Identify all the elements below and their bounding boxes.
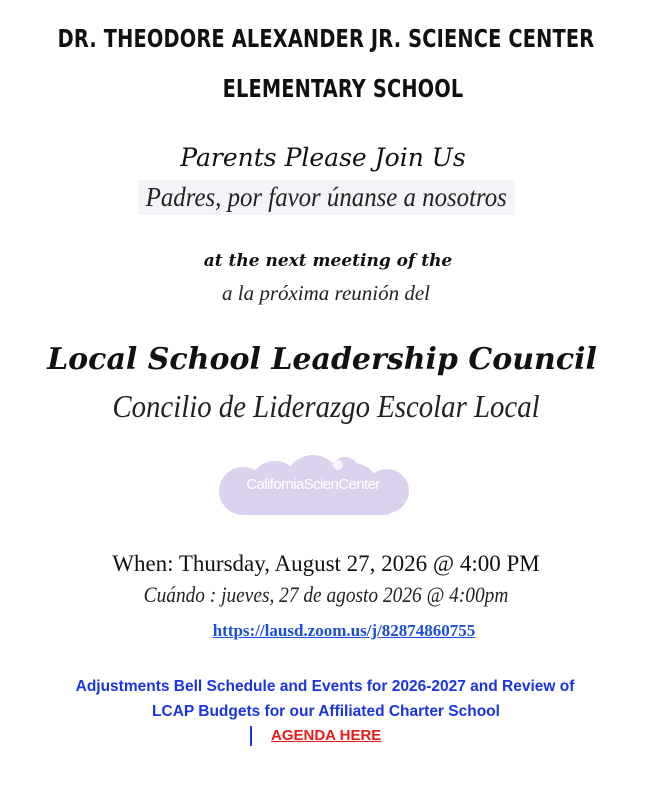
council-english: Local School Leadership Council xyxy=(47,342,597,377)
school-name-line2: ELEMENTARY SCHOOL xyxy=(222,74,464,103)
notes-line2: LCAP Budgets for our Affiliated Charter School xyxy=(152,703,500,720)
when-english: When: Thursday, August 27, 2026 @ 4:00 PM xyxy=(112,551,540,576)
invite-english: Parents Please Join Us xyxy=(180,143,466,172)
council-spanish: Concilio de Liderazgo Escolar Local xyxy=(112,388,540,424)
zoom-meeting-link[interactable]: https://lausd.zoom.us/j/82874860755 xyxy=(212,621,476,640)
next-meeting-english: at the next meeting of the xyxy=(203,251,453,271)
notes-line1: Adjustments Bell Schedule and Events for 2026-2027 and Review of xyxy=(75,678,575,695)
text-cursor-bar xyxy=(250,726,252,746)
invite-spanish-row xyxy=(0,180,652,216)
school-name-line1: DR. THEODORE ALEXANDER JR. SCIENCE CENTER xyxy=(57,24,595,53)
agenda-row xyxy=(271,727,381,745)
logo-text: CaliforniaScienCenter xyxy=(246,476,380,493)
next-meeting-spanish: a la próxima reunión del xyxy=(221,281,431,305)
zoom-link-row xyxy=(18,621,652,641)
agenda-link[interactable]: AGENDA HERE xyxy=(271,727,382,744)
when-spanish: Cuándo : jueves, 27 de agosto 2026 @ 4:00pm xyxy=(143,582,509,607)
invite-spanish: Padres, por favor únanse a nosotros xyxy=(138,180,514,215)
california-science-center-logo xyxy=(213,455,413,520)
